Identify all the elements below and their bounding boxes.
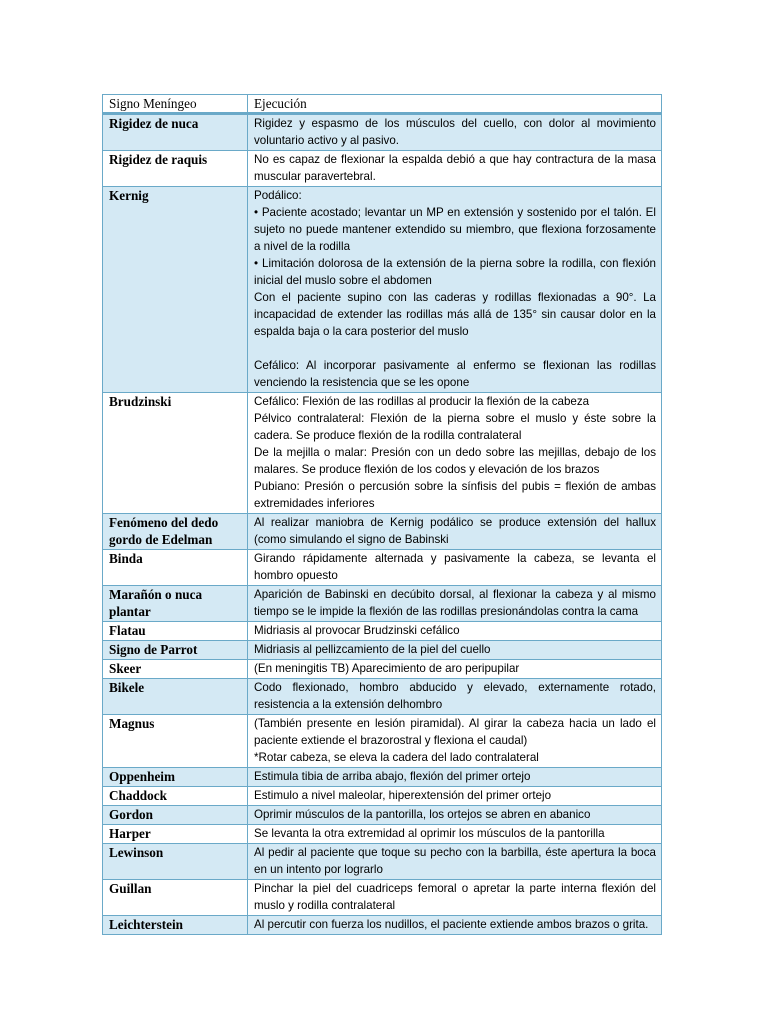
execution-line: • Paciente acostado; levantar un MP en extensión y sostenido por el talón. El sujeto no puede mantener extendido su miembro, que flexiona forzosamente a nivel de la rodilla — [254, 206, 656, 253]
table-row — [103, 844, 662, 880]
table-row — [103, 514, 662, 550]
sign-execution — [248, 768, 662, 787]
sign-name: Binda — [103, 550, 248, 586]
table-row — [103, 641, 662, 660]
execution-line: Aparición de Babinski en decúbito dorsal, al flexionar la cabeza y al mismo tiempo se le impide la flexión de las rodillas presionándolas contra la cama — [254, 588, 656, 618]
sign-execution — [248, 514, 662, 550]
sign-name: Skeer — [103, 660, 248, 679]
execution-line: *Rotar cabeza, se eleva la cadera del lado contralateral — [254, 751, 539, 764]
execution-line: Cefálico: Al incorporar pasivamente al enfermo se flexionan las rodillas venciendo la resistencia que se les opone — [254, 359, 656, 389]
sign-name: Signo de Parrot — [103, 641, 248, 660]
execution-line: No es capaz de flexionar la espalda debió a que hay contractura de la masa muscular paravertebral. — [254, 153, 656, 183]
execution-line: (En meningitis TB) Aparecimiento de aro peripupilar — [254, 662, 520, 675]
table-row — [103, 768, 662, 787]
execution-line: Estimulo a nivel maleolar, hiperextensión del primer ortejo — [254, 789, 552, 802]
execution-line: Codo flexionado, hombro abducido y elevado, externamente rotado, resistencia a la extensión delhombro — [254, 681, 656, 711]
sign-execution — [248, 586, 662, 622]
execution-line: Al percutir con fuerza los nudillos, el paciente extiende ambos brazos o grita. — [254, 918, 649, 931]
execution-line: Midriasis al pellizcamiento de la piel del cuello — [254, 643, 491, 656]
table-row — [103, 916, 662, 935]
sign-name: Brudzinski — [103, 393, 248, 514]
table-row — [103, 825, 662, 844]
document-page — [102, 94, 661, 935]
execution-line: Al pedir al paciente que toque su pecho con la barbilla, éste apertura la boca en un intento por lograrlo — [254, 846, 656, 876]
meningeal-signs-table — [102, 94, 662, 935]
table-row — [103, 622, 662, 641]
sign-execution — [248, 641, 662, 660]
execution-line: Con el paciente supino con las caderas y rodillas flexionadas a 90°. La incapacidad de extender las rodillas más allá de 135° sin causar dolor en la espalda baja o la cara posterior del muslo — [254, 291, 656, 338]
execution-line: Cefálico: Flexión de las rodillas al producir la flexión de la cabeza — [254, 395, 590, 408]
sign-execution — [248, 825, 662, 844]
execution-line: Pinchar la piel del cuadriceps femoral o apretar la parte interna flexión del muslo y rodilla contralateral — [254, 882, 656, 912]
execution-line — [254, 340, 656, 357]
execution-line: De la mejilla o malar: Presión con un dedo sobre las mejillas, debajo de los malares. Se produce flexión de los codos y elevación de los brazos — [254, 446, 656, 476]
sign-execution — [248, 679, 662, 715]
execution-line: Estimula tibia de arriba abajo, flexión del primer ortejo — [254, 770, 531, 783]
sign-name: Flatau — [103, 622, 248, 641]
sign-execution — [248, 787, 662, 806]
sign-execution — [248, 660, 662, 679]
sign-execution — [248, 187, 662, 393]
sign-execution — [248, 715, 662, 768]
table-header-row — [103, 95, 662, 114]
sign-execution — [248, 806, 662, 825]
table-row — [103, 151, 662, 187]
sign-execution — [248, 880, 662, 916]
sign-execution — [248, 393, 662, 514]
header-sign: Signo Meníngeo — [103, 95, 248, 114]
execution-line: Rigidez y espasmo de los músculos del cuello, con dolor al movimiento voluntario activo y al pasivo. — [254, 117, 656, 147]
table-row — [103, 114, 662, 151]
table-row — [103, 660, 662, 679]
execution-line: Oprimir músculos de la pantorilla, los ortejos se abren en abanico — [254, 808, 591, 821]
sign-name: Rigidez de raquis — [103, 151, 248, 187]
sign-name: Kernig — [103, 187, 248, 393]
sign-name: Chaddock — [103, 787, 248, 806]
sign-execution — [248, 151, 662, 187]
table-row — [103, 550, 662, 586]
table-row — [103, 787, 662, 806]
execution-line: Midriasis al provocar Brudzinski cefálico — [254, 624, 460, 637]
execution-line: (También presente en lesión piramidal). Al girar la cabeza hacia un lado el paciente extiende el brazorostral y flexiona el caudal) — [254, 717, 656, 747]
sign-name: Guillan — [103, 880, 248, 916]
execution-line: Al realizar maniobra de Kernig podálico se produce extensión del hallux (como simulando el signo de Babinski — [254, 516, 656, 546]
table-row — [103, 586, 662, 622]
execution-line: Pubiano: Presión o percusión sobre la sínfisis del pubis = flexión de ambas extremidades inferiores — [254, 480, 656, 510]
sign-name: Marañón o nuca plantar — [103, 586, 248, 622]
sign-execution — [248, 844, 662, 880]
sign-execution — [248, 622, 662, 641]
sign-name: Bikele — [103, 679, 248, 715]
table-row — [103, 187, 662, 393]
sign-execution — [248, 916, 662, 935]
sign-execution — [248, 114, 662, 151]
sign-execution — [248, 550, 662, 586]
sign-name: Magnus — [103, 715, 248, 768]
sign-name: Harper — [103, 825, 248, 844]
table-body — [103, 114, 662, 935]
table-row — [103, 679, 662, 715]
execution-line: Podálico: — [254, 189, 302, 202]
sign-name: Leichterstein — [103, 916, 248, 935]
sign-name: Gordon — [103, 806, 248, 825]
table-row — [103, 880, 662, 916]
header-execution: Ejecución — [248, 95, 662, 114]
table-row — [103, 806, 662, 825]
sign-name: Lewinson — [103, 844, 248, 880]
sign-name: Oppenheim — [103, 768, 248, 787]
execution-line: Se levanta la otra extremidad al oprimir los músculos de la pantorilla — [254, 827, 605, 840]
table-row — [103, 715, 662, 768]
sign-name: Fenómeno del dedo gordo de Edelman — [103, 514, 248, 550]
execution-line: • Limitación dolorosa de la extensión de la pierna sobre la rodilla, con flexión inicial del muslo sobre el abdomen — [254, 257, 656, 287]
table-row — [103, 393, 662, 514]
execution-line: Pélvico contralateral: Flexión de la pierna sobre el muslo y éste sobre la cadera. Se produce flexión de la rodilla contralateral — [254, 412, 656, 442]
execution-line: Girando rápidamente alternada y pasivamente la cabeza, se levanta el hombro opuesto — [254, 552, 656, 582]
sign-name: Rigidez de nuca — [103, 114, 248, 151]
